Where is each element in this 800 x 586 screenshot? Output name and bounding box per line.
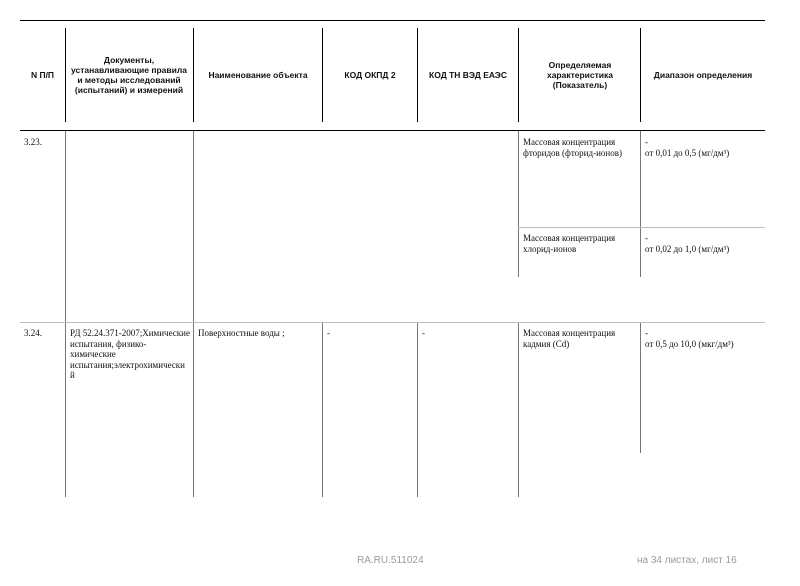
row-number: 3.23.	[24, 137, 42, 147]
column-divider	[640, 131, 641, 227]
row-divider	[20, 322, 765, 323]
header-divider	[417, 28, 418, 122]
column-divider	[417, 323, 418, 497]
characteristic-text: Массовая концентрация кадмия (Cd)	[523, 328, 616, 349]
column-divider	[518, 323, 519, 497]
column-divider	[193, 131, 194, 322]
range-dash: -	[645, 328, 648, 338]
range-dash: -	[645, 233, 648, 243]
range-dash: -	[645, 137, 648, 147]
header-divider	[322, 28, 323, 122]
object-text: Поверхностные воды ;	[198, 328, 285, 338]
registration-number: RA.RU.511024	[357, 555, 424, 566]
okpd-text: -	[327, 328, 330, 338]
docs-text: РД 52.24.371-2007;Химические испытания, физико-химические испытания;электрохимически й	[70, 328, 190, 380]
column-divider	[518, 131, 519, 277]
column-divider	[322, 323, 323, 497]
column-divider	[65, 323, 66, 497]
characteristic-text: Массовая концентрация фторидов (фторид-ионов)	[523, 137, 622, 158]
range-text: от 0,5 до 10,0 (мкг/дм³)	[645, 339, 734, 349]
sub-row-divider	[518, 227, 765, 228]
header-num: N П/П	[30, 70, 55, 80]
header-docs: Документы, устанавливающие правила и методы исследований (испытаний) и измерений	[71, 55, 187, 95]
column-divider	[640, 228, 641, 277]
range-text: от 0,02 до 1,0 (мг/дм³)	[645, 244, 730, 254]
column-divider	[640, 323, 641, 453]
header-divider	[65, 28, 66, 122]
header-characteristic: Определяемая характеристика (Показатель)	[546, 60, 614, 90]
column-divider	[65, 131, 66, 322]
characteristic-text: Массовая концентрация хлорид-ионов	[523, 233, 616, 254]
header-top-border	[20, 20, 765, 21]
header-divider	[518, 28, 519, 122]
range-text: от 0,01 до 0,5 (мг/дм³)	[645, 148, 730, 158]
header-divider	[640, 28, 641, 122]
column-divider	[193, 323, 194, 497]
header-tnved: КОД ТН ВЭД ЕАЭС	[429, 70, 507, 80]
tnved-text: -	[422, 328, 425, 338]
header-object: Наименование объекта	[208, 70, 308, 80]
header-range: Диапазон определения	[653, 70, 753, 80]
header-okpd: КОД ОКПД 2	[344, 70, 396, 80]
header-bottom-border	[20, 130, 765, 131]
header-divider	[193, 28, 194, 122]
row-number: 3.24.	[24, 328, 42, 338]
page-counter: на 34 листах, лист 16	[637, 555, 737, 566]
